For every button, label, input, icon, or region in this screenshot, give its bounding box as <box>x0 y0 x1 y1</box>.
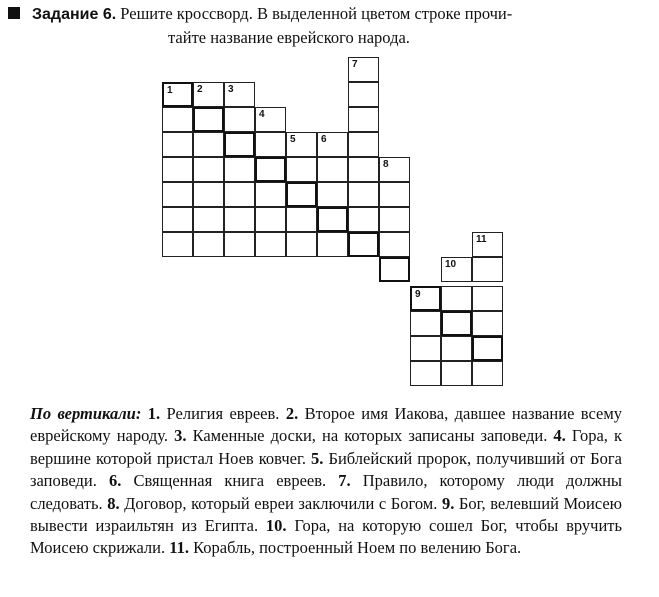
clue-text: Гора, на которую сошел Бог, чтобы вручить Моисею скрижали. <box>30 516 623 558</box>
crossword-cell[interactable] <box>348 107 379 132</box>
crossword-cell[interactable] <box>348 57 379 82</box>
crossword-cell[interactable] <box>348 207 379 232</box>
clues-heading: По вертикали: <box>30 404 142 423</box>
crossword-cell[interactable] <box>286 132 317 157</box>
clue-text: Гора, к вершине которой пристал Ноев ковчег. <box>30 426 623 468</box>
crossword-cell[interactable] <box>193 82 224 107</box>
crossword-cell[interactable] <box>410 336 441 361</box>
clue-number: 5. <box>311 448 324 468</box>
crossword-cell[interactable] <box>286 232 317 257</box>
crossword-cell-highlighted[interactable] <box>286 182 317 207</box>
crossword-cell[interactable] <box>162 107 193 132</box>
clue-number: 1. <box>147 404 161 423</box>
clue-number-label: 6 <box>321 134 327 145</box>
crossword-cell[interactable] <box>317 157 348 182</box>
crossword-cell[interactable] <box>162 157 193 182</box>
crossword-cell[interactable] <box>193 182 224 207</box>
clue-number-label: 1 <box>167 85 173 96</box>
crossword-cell[interactable] <box>348 182 379 207</box>
crossword-cell[interactable] <box>224 207 255 232</box>
crossword-cell[interactable] <box>379 182 410 207</box>
crossword-cell[interactable] <box>193 132 224 157</box>
crossword-cell[interactable] <box>162 207 193 232</box>
crossword-cell[interactable] <box>224 232 255 257</box>
crossword-cell[interactable] <box>224 107 255 132</box>
crossword-cell-highlighted[interactable] <box>255 157 286 182</box>
clue-number-label: 4 <box>259 109 265 120</box>
clue-number-label: 2 <box>197 84 203 95</box>
clue-number-label: 9 <box>415 289 421 300</box>
clue-text: Священная книга евреев. <box>133 471 327 491</box>
crossword-cell-highlighted[interactable] <box>379 257 410 282</box>
crossword-cell[interactable] <box>255 182 286 207</box>
task-text-line1: Решите кроссворд. В выделенной цветом строке прочи- <box>120 4 513 23</box>
clue-number-label: 8 <box>383 159 389 170</box>
crossword-cell-highlighted[interactable] <box>410 286 441 311</box>
crossword-cell-highlighted[interactable] <box>162 82 193 107</box>
clue-number-label: 11 <box>476 234 487 245</box>
task-title: Задание 6. <box>32 6 117 23</box>
clue-number: 4. <box>553 426 566 446</box>
crossword-cell[interactable] <box>317 232 348 257</box>
clue-number: 10. <box>265 516 287 536</box>
clues-vertical <box>30 403 622 560</box>
crossword-cell[interactable] <box>441 361 472 386</box>
crossword-cell[interactable] <box>472 286 503 311</box>
clue-number-label: 3 <box>228 84 234 95</box>
crossword-cell-highlighted[interactable] <box>441 311 472 336</box>
clue-text: Корабль, построенный Ноем по велению Бога. <box>193 538 522 558</box>
crossword-cell[interactable] <box>379 207 410 232</box>
clue-number-label: 10 <box>445 259 457 270</box>
crossword-cell[interactable] <box>255 107 286 132</box>
clue-text: Библейский пророк, получивший от Бога заповеди. <box>30 448 622 491</box>
crossword-cell[interactable] <box>224 157 255 182</box>
clue-number: 2. <box>285 404 299 423</box>
clue-text: Бог, велевший Моисею вывести израильтян из Египта. <box>30 493 622 536</box>
crossword-cell[interactable] <box>255 232 286 257</box>
crossword-cell[interactable] <box>193 207 224 232</box>
clue-number: 8. <box>107 493 120 513</box>
crossword-cell[interactable] <box>162 132 193 157</box>
crossword-cell[interactable] <box>162 182 193 207</box>
clue-number-label: 5 <box>290 134 296 145</box>
task-text-line2: тайте название еврейского народа. <box>168 28 410 47</box>
crossword-cell[interactable] <box>162 232 193 257</box>
crossword-cell[interactable] <box>317 182 348 207</box>
clue-number: 9. <box>441 493 455 513</box>
crossword-cell[interactable] <box>472 311 503 336</box>
crossword-cell[interactable] <box>410 311 441 336</box>
crossword-cell[interactable] <box>472 361 503 386</box>
crossword-cell[interactable] <box>379 232 410 257</box>
clue-number-label: 7 <box>352 59 358 70</box>
crossword-cell[interactable] <box>317 132 348 157</box>
crossword-cell[interactable] <box>441 286 472 311</box>
crossword-cell-highlighted[interactable] <box>348 232 379 257</box>
crossword-cell[interactable] <box>193 232 224 257</box>
crossword-cell[interactable] <box>348 132 379 157</box>
clue-text: Договор, который евреи заключили с Богом. <box>124 493 438 513</box>
crossword-cell[interactable] <box>286 157 317 182</box>
clue-text: Правило, которому люди должны следовать. <box>30 471 623 513</box>
clue-list <box>30 404 622 557</box>
crossword-cell[interactable] <box>441 257 472 282</box>
crossword-cell[interactable] <box>472 232 503 257</box>
crossword-cell[interactable] <box>410 361 441 386</box>
crossword-cell-highlighted[interactable] <box>193 107 224 132</box>
clue-number: 6. <box>108 471 122 491</box>
clue-text: Каменные доски, на которых записаны заповеди. <box>192 426 548 446</box>
crossword-cell[interactable] <box>441 336 472 361</box>
crossword-cell[interactable] <box>255 132 286 157</box>
crossword-cell[interactable] <box>286 207 317 232</box>
crossword-cell[interactable] <box>224 82 255 107</box>
clue-number: 7. <box>338 471 351 491</box>
crossword-cell[interactable] <box>224 182 255 207</box>
crossword-cell-highlighted[interactable] <box>317 207 348 232</box>
clue-number: 3. <box>174 426 187 446</box>
crossword-cell[interactable] <box>348 157 379 182</box>
crossword-cell[interactable] <box>472 257 503 282</box>
crossword-cell-highlighted[interactable] <box>472 336 503 361</box>
clue-text: Второе имя Иакова, давшее название всему еврейскому народу. <box>30 404 623 446</box>
clue-number: 11. <box>169 538 189 558</box>
crossword-cell[interactable] <box>348 82 379 107</box>
clue-text: Религия евреев. <box>166 404 280 423</box>
crossword-cell[interactable] <box>255 207 286 232</box>
crossword-cell[interactable] <box>193 157 224 182</box>
crossword-cell[interactable] <box>379 157 410 182</box>
crossword-cell-highlighted[interactable] <box>224 132 255 157</box>
